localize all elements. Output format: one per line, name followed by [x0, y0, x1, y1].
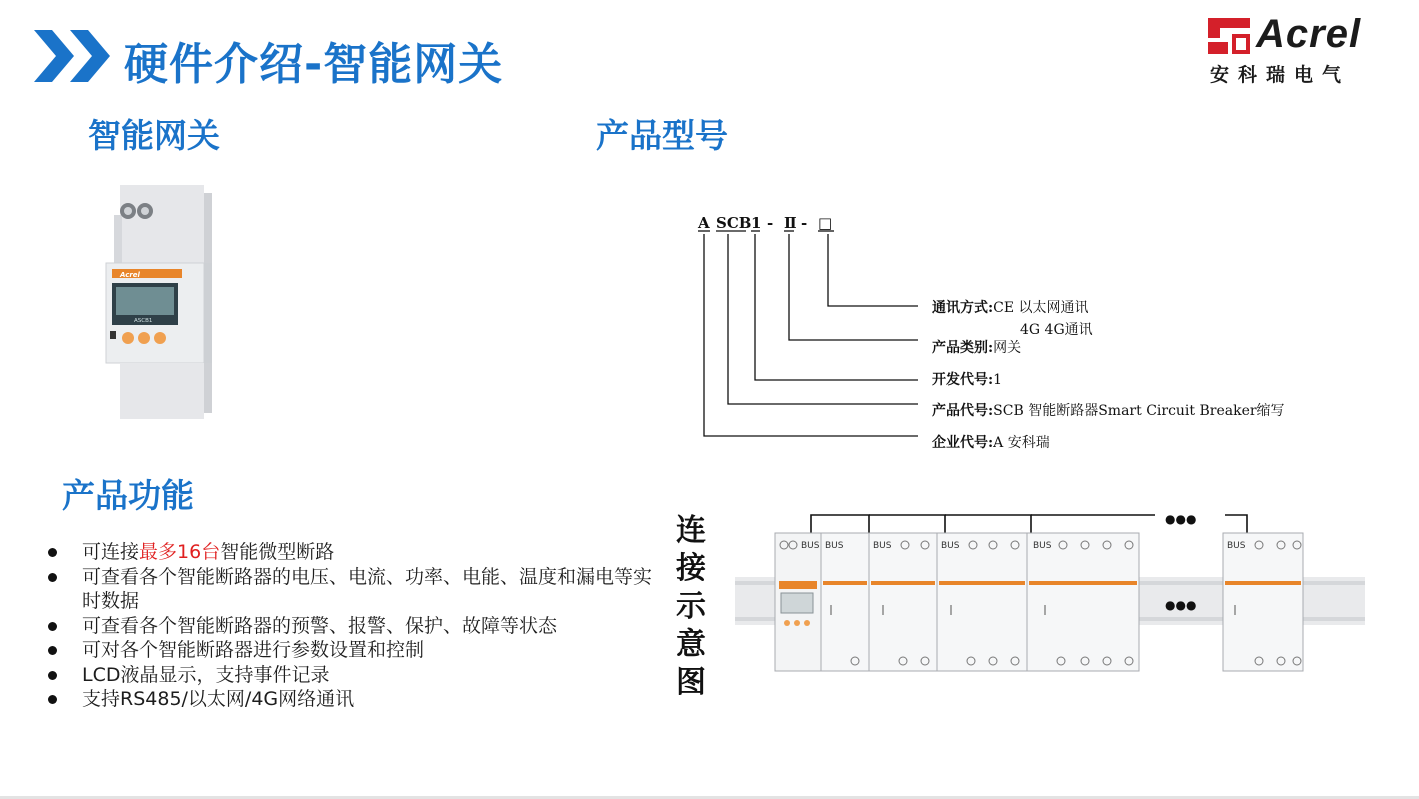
feature-item: 可查看各个智能断路器的电压、电流、功率、电能、温度和漏电等实时数据: [46, 565, 666, 614]
connection-diagram: [735, 505, 1365, 675]
svg-text:通讯方式:CE 以太网通讯: [932, 299, 1089, 316]
model-row-company-value: A 安科瑞: [993, 435, 1050, 451]
feature-highlight: 最多16台: [139, 541, 221, 563]
rail-ellipsis: ●●●: [1165, 598, 1197, 612]
feature-list: [46, 540, 666, 712]
device-screen-label: ASCB1: [134, 318, 153, 324]
bus-label: BUS: [801, 541, 820, 551]
bullet-icon: [48, 548, 57, 557]
svg-text:开发代号:1: [932, 371, 1002, 388]
connection-diagram-label: 连 接 示 意 图: [676, 513, 706, 700]
feature-item: 可查看各个智能断路器的预警、报警、保护、故障等状态: [46, 614, 666, 639]
model-row-dev-value: 1: [993, 372, 1003, 388]
bullet-icon: [48, 573, 57, 582]
code-char-company: A: [698, 214, 710, 232]
model-code-diagram: [690, 200, 1370, 465]
bus-label: BUS: [873, 541, 892, 551]
bus-label: BUS: [825, 541, 844, 551]
code-char-dash2: -: [801, 214, 808, 232]
bus-ellipsis-top: ●●●: [1165, 512, 1197, 526]
gateway-device-image: [100, 185, 220, 425]
bus-label: BUS: [941, 541, 960, 551]
bus-label: BUS: [1033, 541, 1052, 551]
feature-item: 可连接最多16台智能微型断路: [46, 540, 666, 565]
svg-text:企业代号:A 安科瑞: [932, 434, 1050, 451]
brand-logo: [1206, 14, 1392, 84]
model-row-category-value: 网关: [993, 340, 1022, 356]
title-chevrons-icon: [34, 30, 114, 82]
bus-label: BUS: [1227, 541, 1246, 551]
code-char-dev: 1: [751, 214, 762, 232]
model-row-comm-label: 通讯方式:: [932, 300, 994, 316]
model-heading: 产品型号: [596, 116, 728, 155]
svg-text:产品类别:网关: [932, 339, 1021, 356]
code-char-product: SCB: [716, 214, 752, 232]
bullet-icon: [48, 671, 57, 680]
model-row-comm-value: CE 以太网通讯: [993, 300, 1089, 316]
model-row-4g-value: 4G 4G通讯: [1020, 322, 1093, 338]
bullet-icon: [48, 695, 57, 704]
model-row-product-value: SCB 智能断路器Smart Circuit Breaker缩写: [993, 403, 1285, 419]
feature-item: 支持RS485/以太网/4G网络通讯: [46, 687, 666, 712]
function-heading: 产品功能: [62, 476, 194, 515]
svg-text:产品代号:SCB 智能断路器Smart Circuit Br: [932, 402, 1285, 419]
svg-text:4G 4G通讯: [1020, 322, 1093, 338]
page-title: 硬件介绍-智能网关: [124, 39, 504, 90]
brand-name-en: Acrel: [1256, 12, 1362, 56]
feature-item: LCD液晶显示，支持事件记录: [46, 663, 666, 688]
brand-name-cn: 安科瑞电气: [1210, 64, 1351, 86]
model-row-product-label: 产品代号:: [932, 403, 994, 419]
bullet-icon: [48, 622, 57, 631]
bullet-icon: [48, 646, 57, 655]
acrel-logo-icon: [1206, 16, 1252, 56]
gateway-heading: 智能网关: [88, 116, 220, 155]
device-brand-strip: Acrel: [120, 271, 140, 279]
model-row-category-label: 产品类别:: [932, 340, 994, 356]
code-char-comm: □: [818, 214, 833, 232]
model-row-company-label: 企业代号:: [932, 435, 994, 451]
code-char-category: Ⅱ: [784, 214, 797, 232]
code-char-dash1: -: [767, 214, 774, 232]
feature-item: 可对各个智能断路器进行参数设置和控制: [46, 638, 666, 663]
model-row-dev-label: 开发代号:: [932, 372, 994, 388]
